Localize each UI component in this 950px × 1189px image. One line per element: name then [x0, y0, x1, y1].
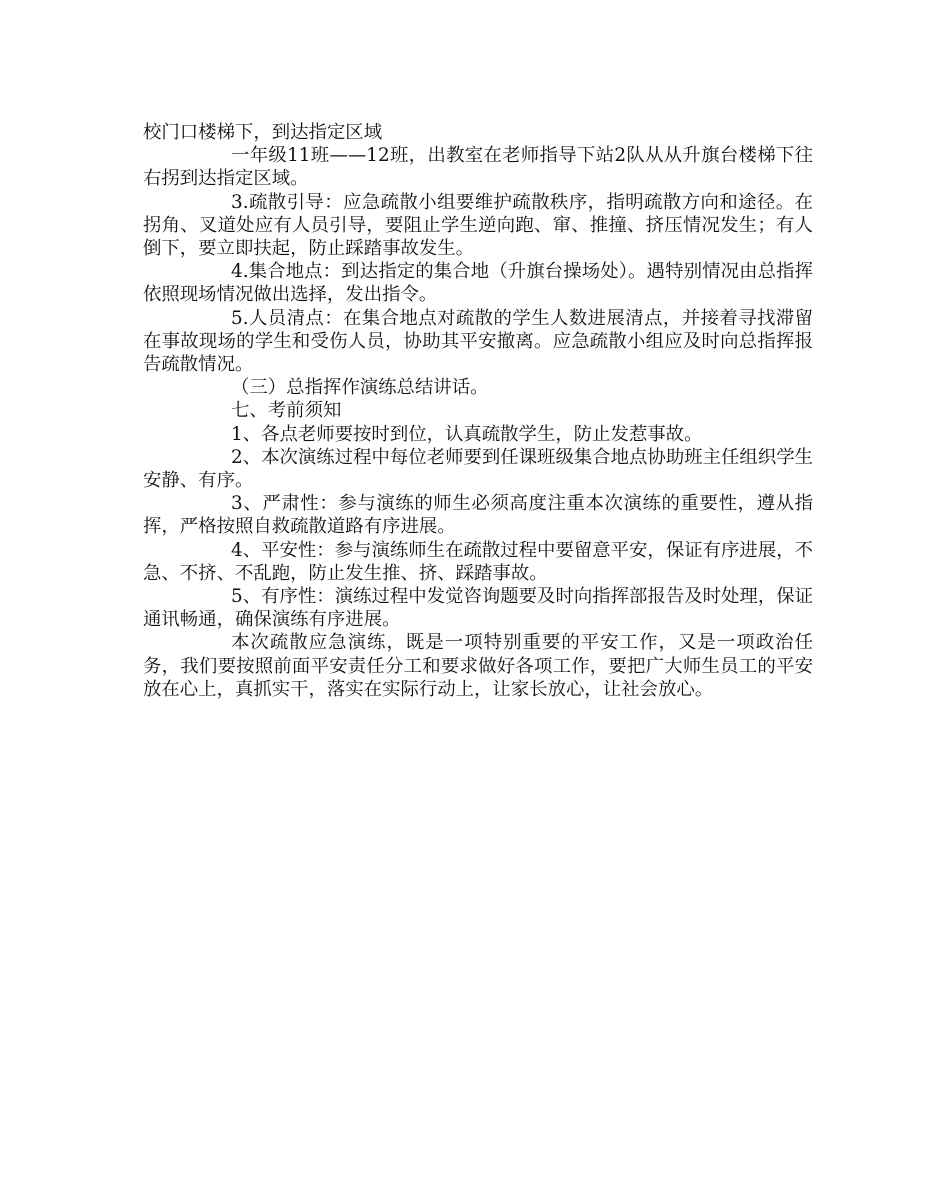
- paragraph-assembly-point: 4.集合地点：到达指定的集合地（升旗台操场处）。遇特别情况由总指挥依照现场情况做出选择，发出指令。: [143, 261, 813, 306]
- paragraph-grade1-route: 一年级11班——12班，出教室在老师指导下站2队从从升旗台楼梯下往右拐到达指定区域。: [143, 145, 813, 190]
- paragraph-evacuation-guidance: 3.疏散引导：应急疏散小组要维护疏散秩序，指明疏散方向和途径。在拐角、叉道处应有人员引导，要阻止学生逆向跑、窜、推撞、挤压情况发生；有人倒下，要立即扶起，防止踩踏事故发生。: [143, 191, 813, 260]
- note-item-2: 2、本次演练过程中每位老师要到任课班级集合地点协助班主任组织学生安静、有序。: [143, 446, 813, 492]
- paragraph-summary-speech: （三）总指挥作演练总结讲话。: [231, 377, 489, 399]
- note-item-1: 1、各点老师要按时到位，认真疏散学生，防止发惹事故。: [231, 423, 703, 445]
- section-heading-notes: 七、考前须知: [231, 400, 342, 422]
- note-item-3: 3、严肃性：参与演练的师生必须高度注重本次演练的重要性，遵从指挥，严格按照自救疏散道路有序进展。: [143, 493, 813, 538]
- paragraph-conclusion: 本次疏散应急演练，既是一项特别重要的平安工作，又是一项政治任务，我们要按照前面平安责任分工和要求做好各项工作，要把广大师生员工的平安放在心上，真抓实干，落实在实际行动上，让家长放心，让社会放心。: [143, 632, 813, 700]
- note-item-4: 4、平安性：参与演练师生在疏散过程中要留意平安，保证有序进展，不急、不挤、不乱跑，防止发生推、挤、踩踏事故。: [143, 539, 813, 584]
- paragraph-continuation: 校门口楼梯下，到达指定区域: [143, 122, 383, 143]
- document-body: [143, 121, 813, 701]
- note-item-5: 5、有序性：演练过程中发觉咨询题要及时向指挥部报告及时处理，保证通讯畅通，确保演练有序进展。: [143, 586, 813, 631]
- paragraph-headcount: 5.人员清点：在集合地点对疏散的学生人数进展清点，并接着寻找滞留在事故现场的学生和受伤人员，协助其平安撤离。应急疏散小组应及时向总指挥报告疏散情况。: [143, 307, 813, 376]
